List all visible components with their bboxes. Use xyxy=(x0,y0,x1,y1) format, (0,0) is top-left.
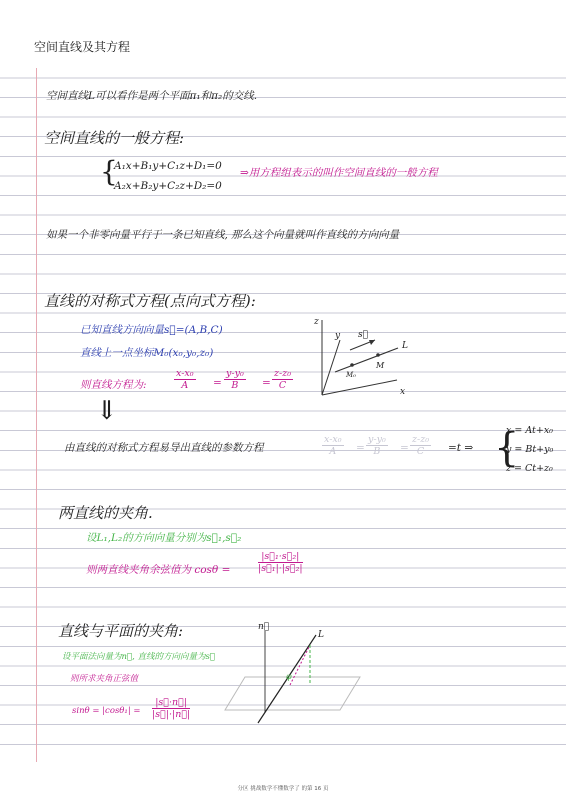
general-eq-1: A₁x+B₁y+C₁z+D₁=0 xyxy=(114,160,222,172)
l-label: L xyxy=(402,341,408,351)
point-given: 直线上一点坐标M₀(x₀,y₀,z₀) xyxy=(80,347,214,359)
y-axis xyxy=(322,340,340,395)
symmetric-fraction-x: $\frac{\text{x-x₀}}{A}$ xyxy=(176,368,194,392)
line-angle-heading: 两直线的夹角. xyxy=(58,504,153,522)
line-angle-fraction: $\frac{\text{|s⃗₁·s⃗₂|}}{\text{|s⃗₁|·|s⃗₂|}}$ xyxy=(258,551,303,575)
plane xyxy=(225,677,360,710)
page-title: 空间直线及其方程 xyxy=(34,40,131,54)
x-axis xyxy=(322,380,397,395)
ghost-fraction-x: $\frac{\text{x-x₀}}{A}$ xyxy=(324,434,342,458)
point-m xyxy=(376,353,380,357)
margin-line xyxy=(36,68,37,762)
ghost-equals: = xyxy=(356,442,365,454)
parametric-y: y = Bt+y₀ xyxy=(506,444,554,455)
parametric-z: z = Ct+z₀ xyxy=(506,463,553,474)
m0-label: M₀ xyxy=(346,371,356,379)
parametric-x: x = At+x₀ xyxy=(506,425,553,436)
general-eq-2: A₂x+B₂y+C₂z+D₂=0 xyxy=(114,180,222,192)
derivation-arrow: ⇓ xyxy=(96,396,118,426)
ghost-fraction-y: $\frac{\text{y-y₀}}{B}$ xyxy=(368,434,386,458)
y-label: y xyxy=(335,331,341,341)
parametric-brace: { xyxy=(494,425,520,471)
page-footer: 分区 挑战数学不懂数学了 的第 16 页 xyxy=(237,786,329,792)
x-label: x xyxy=(400,387,406,397)
equals-sign: = xyxy=(213,377,222,389)
ghost-fraction-z: $\frac{\text{z-z₀}}{C}$ xyxy=(412,434,430,458)
line-plane-fraction: $\frac{|s⃗\cdot n⃗|}{|s⃗|\cdot|n⃗|}$ xyxy=(152,697,191,721)
line-plane-sin-label: 则所求夹角正弦值 xyxy=(70,674,139,684)
phi-label: φ xyxy=(286,672,292,681)
direction-vector-given: 已知直线方向向量s⃗=(A,B,C) xyxy=(80,324,223,336)
line-plane-heading: 直线与平面的夹角: xyxy=(58,622,184,640)
page-header-area xyxy=(0,0,566,68)
equation-brace: { xyxy=(100,155,118,188)
symmetric-fraction-z: $\frac{\text{z-z₀}}{C}$ xyxy=(274,368,292,392)
general-form-note: ⇒用方程组表示的叫作空间直线的一般方程 xyxy=(240,167,438,179)
equals-sign: = xyxy=(262,377,271,389)
parametric-derivation-text: 由直线的对称式方程易导出直线的参数方程 xyxy=(64,442,264,454)
line-plane-formula: sinθ = |cosθ₁| = xyxy=(72,706,141,716)
symmetric-fraction-y: $\frac{\text{y-y₀}}{B}$ xyxy=(226,368,244,392)
m-label: M xyxy=(376,361,385,370)
parameter-t: =t ⇒ xyxy=(448,442,474,454)
point-m0 xyxy=(350,363,354,367)
line-in-space-figure xyxy=(300,300,430,400)
projection-line xyxy=(290,645,310,685)
general-form-heading: 空间直线的一般方程: xyxy=(44,129,185,147)
line-plane-given: 设平面法向量为n⃗, 直线的方向向量为s⃗ xyxy=(62,652,215,662)
z-label: z xyxy=(314,317,319,327)
line-angle-given: 设L₁,L₂的方向向量分别为s⃗₁,s⃗₂ xyxy=(86,532,242,544)
intro-line: 空间直线L可以看作是两个平面π₁和π₂的交线. xyxy=(46,90,258,102)
s-label: s⃗ xyxy=(358,330,369,340)
line-angle-cos-label: 则两直线夹角余弦值为 cosθ = xyxy=(86,564,231,576)
symmetric-form-heading: 直线的对称式方程(点向式方程): xyxy=(44,292,256,310)
l-label: L xyxy=(318,630,324,640)
page-footer-area xyxy=(0,762,566,800)
line-L xyxy=(335,348,398,372)
line-equation-label: 则直线方程为: xyxy=(80,379,147,391)
ghost-equals: = xyxy=(400,442,409,454)
line-plane-figure xyxy=(220,615,370,735)
direction-vector-definition: 如果一个非零向量平行于一条已知直线, 那么这个向量就叫作直线的方向向量 xyxy=(46,229,400,241)
n-label: n⃗ xyxy=(258,622,270,632)
